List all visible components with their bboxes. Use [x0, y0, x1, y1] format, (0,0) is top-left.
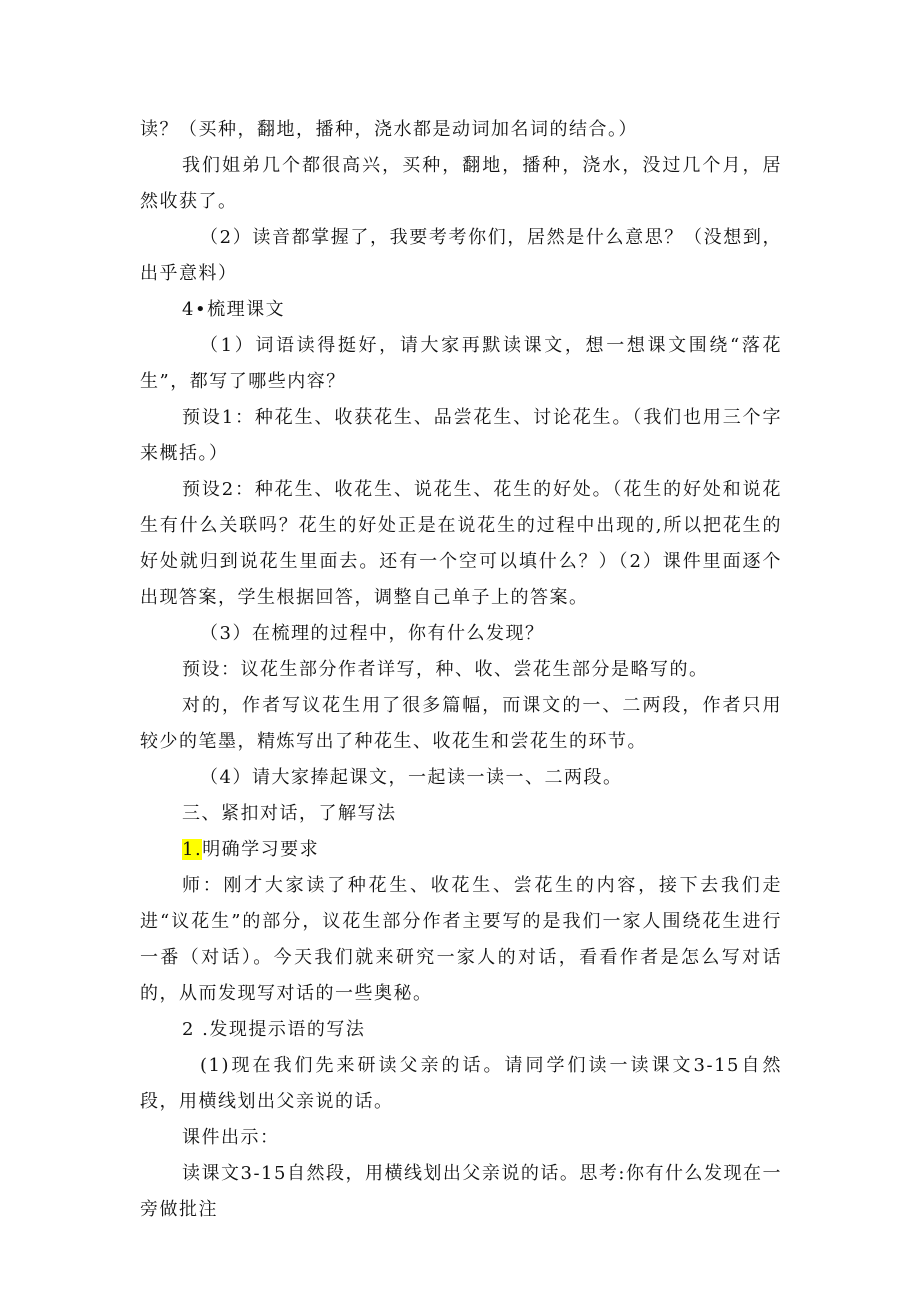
paragraph-3: （2）读音都掌握了，我要考考你们，居然是什么意思？（没想到，出乎意料）	[140, 227, 782, 284]
paragraph-10: 对的，作者写议花生用了很多篇幅，而课文的一、二两段，作者只用较少的笔墨，精炼写出了种花生、收花生和尝花生的环节。	[140, 695, 782, 752]
paragraph-2: 我们姐弟几个都很高兴，买种，翻地，播种，浇水，没过几个月，居然收获了。	[140, 155, 782, 212]
paragraph-7: 预设2：种花生、收花生、说花生、花生的好处。（花生的好处和说花生有什么关联吗？花生的好处正是在说花生的过程中出现的,所以把花生的好处就归到说花生里面去。还有一个空可以填什么？）（2）课件里面逐个出现答案，学生根据回答，调整自己单子上的答案。	[140, 479, 782, 608]
paragraph-14: 师：刚才大家读了种花生、收花生、尝花生的内容，接下去我们走进“议花生”的部分，议花生部分作者主要写的是我们一家人围绕花生进行一番（对话）。今天我们就来研究一家人的对话，看看作者是怎么写对话的，从而发现写对话的一些奥秘。	[140, 875, 782, 1004]
paragraph-1: 读？（买种，翻地，播种，浇水都是动词加名词的结合。）	[140, 119, 638, 140]
section-heading-3: 三、紧扣对话，了解写法	[182, 803, 397, 824]
paragraph-8: （3）在梳理的过程中，你有什么发现？	[200, 623, 545, 644]
subheading-2: 2 .发现提示语的写法	[182, 1019, 366, 1040]
subheading-1	[140, 832, 782, 868]
paragraph-16: (1)现在我们先来研读父亲的话。请同学们读一读课文3-15自然段，用横线划出父亲说的话。	[140, 1055, 782, 1112]
section-heading-4: 4•梳理课文	[182, 299, 286, 320]
subheading-1-text: 明确学习要求	[202, 839, 320, 860]
paragraph-9: 预设：议花生部分作者详写，种、收、尝花生部分是略写的。	[182, 659, 709, 680]
document-body	[140, 112, 782, 1228]
paragraph-11: （4）请大家捧起课文，一起读一读一、二两段。	[200, 767, 623, 788]
paragraph-5: （1）词语读得挺好，请大家再默读课文，想一想课文围绕“落花生”，都写了哪些内容？	[140, 335, 782, 392]
paragraph-6: 预设1：种花生、收获花生、品尝花生、讨论花生。（我们也用三个字来概括。）	[140, 407, 782, 464]
paragraph-17: 课件出示：	[182, 1127, 280, 1148]
highlighted-number-marker: 1.	[182, 839, 203, 860]
paragraph-18: 读课文3-15自然段，用横线划出父亲说的话。思考:你有什么发现在一旁做批注	[140, 1163, 782, 1220]
